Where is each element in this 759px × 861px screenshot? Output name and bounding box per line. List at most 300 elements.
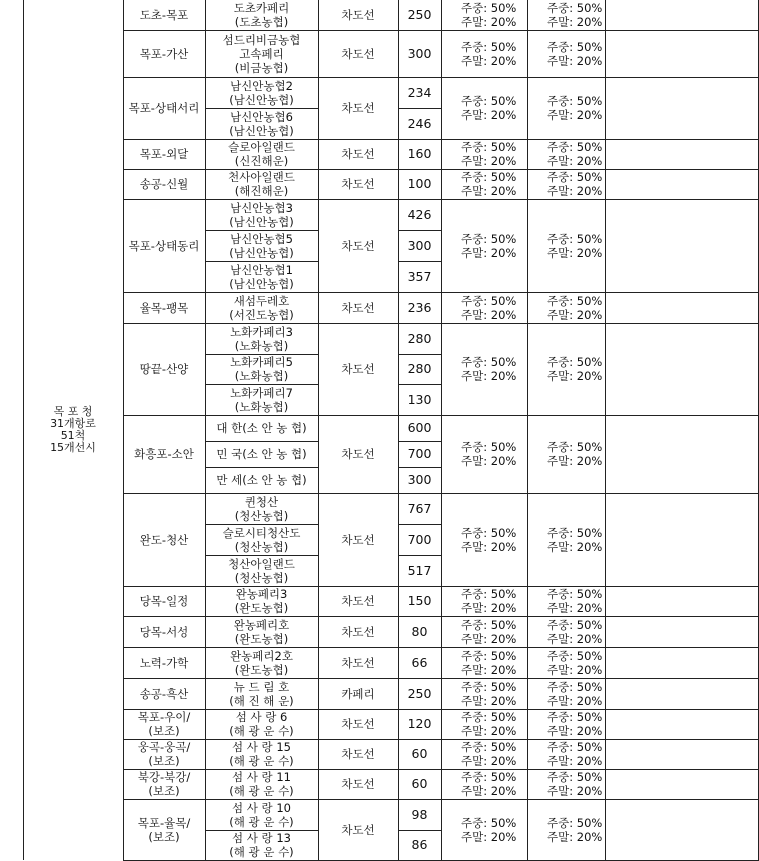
ship-name: (해 광 운 수) xyxy=(229,814,294,829)
table-rule xyxy=(205,830,319,831)
route-cell xyxy=(123,77,205,139)
capacity-cell xyxy=(398,415,441,441)
route-name: 율목-팽목 xyxy=(139,300,189,315)
ship-type-cell xyxy=(318,0,398,30)
ship-name: 뉴 드 림 호 xyxy=(233,679,290,694)
discount-cell-a xyxy=(441,139,527,169)
discount-rates xyxy=(527,526,602,554)
weekday-discount: 주중: 50% xyxy=(461,617,517,632)
capacity-cell xyxy=(398,709,441,739)
ship-name: (남신안농협) xyxy=(229,123,294,138)
ship-cell xyxy=(205,384,318,415)
weekend-discount: 주말: 20% xyxy=(547,829,603,844)
route-cell xyxy=(123,415,205,493)
capacity-value: 100 xyxy=(407,176,432,191)
region-label: 31개항로 xyxy=(50,417,96,430)
discount-cell-a xyxy=(441,30,527,77)
weekday-discount: 주중: 50% xyxy=(461,140,517,154)
capacity-cell xyxy=(398,139,441,169)
ship-type: 차도선 xyxy=(341,8,375,22)
table-rule xyxy=(398,555,442,556)
capacity-cell xyxy=(398,354,441,384)
discount-cell-a xyxy=(441,769,527,799)
discount-cell-a xyxy=(441,647,527,678)
discount-cell-a xyxy=(441,323,527,415)
discount-cell-b xyxy=(527,139,605,169)
capacity-cell xyxy=(398,441,441,467)
table-rule xyxy=(398,230,442,231)
discount-rates xyxy=(527,710,602,738)
capacity-value: 426 xyxy=(407,206,432,222)
weekday-discount: 주중: 50% xyxy=(461,710,517,724)
ship-name: (청산농협) xyxy=(234,508,289,523)
capacity-value: 60 xyxy=(411,776,428,791)
ship-type: 차도선 xyxy=(341,46,375,61)
weekend-discount: 주말: 20% xyxy=(547,662,603,677)
table-rule xyxy=(398,261,442,262)
ship-name: (해 광 운 수) xyxy=(229,845,294,859)
route-cell xyxy=(123,647,205,678)
discount-cell-a xyxy=(441,77,527,139)
ship-name: 노화카페리7 xyxy=(230,385,293,400)
weekend-discount: 주말: 20% xyxy=(547,184,603,198)
route-name: (보조) xyxy=(148,724,180,738)
ship-cell xyxy=(205,230,318,261)
discount-cell-a xyxy=(441,415,527,493)
ship-type-cell xyxy=(318,769,398,799)
weekday-discount: 주중: 50% xyxy=(461,293,517,308)
weekday-discount: 주중: 50% xyxy=(547,770,603,784)
capacity-cell xyxy=(398,830,441,860)
weekday-discount: 주중: 50% xyxy=(547,815,603,830)
capacity-value: 120 xyxy=(407,716,432,731)
weekend-discount: 주말: 20% xyxy=(461,784,517,798)
capacity-value: 250 xyxy=(407,7,432,22)
ship-type-cell xyxy=(318,586,398,616)
weekday-discount: 주중: 50% xyxy=(461,170,517,184)
ship-name: 남신안농협1 xyxy=(230,262,293,277)
capacity-cell xyxy=(398,323,441,354)
capacity-value: 767 xyxy=(407,500,432,516)
ship-cell xyxy=(205,292,318,323)
discount-rates xyxy=(441,710,516,738)
ship-cell xyxy=(205,524,318,555)
weekend-discount: 주말: 20% xyxy=(461,15,517,29)
weekday-discount: 주중: 50% xyxy=(461,94,517,108)
route-cell xyxy=(123,323,205,415)
route-name: 당목-서성 xyxy=(139,624,189,639)
ship-cell xyxy=(205,799,318,830)
ship-name: 청산아일랜드 xyxy=(228,556,295,571)
discount-cell-b xyxy=(527,769,605,799)
weekend-discount: 주말: 20% xyxy=(461,754,517,768)
route-cell xyxy=(123,739,205,769)
weekday-discount: 주중: 50% xyxy=(547,140,603,154)
weekend-discount: 주말: 20% xyxy=(547,53,603,68)
capacity-cell xyxy=(398,739,441,769)
discount-rates xyxy=(527,770,602,798)
ship-cell xyxy=(205,493,318,524)
route-name: 웅곡-웅곡/ xyxy=(137,740,191,754)
weekday-discount: 주중: 50% xyxy=(547,440,603,454)
ship-type-cell xyxy=(318,30,398,77)
ship-type: 차도선 xyxy=(341,300,375,315)
discount-rates xyxy=(527,618,602,646)
discount-cell-a xyxy=(441,0,527,30)
weekend-discount: 주말: 20% xyxy=(461,539,517,554)
capacity-value: 280 xyxy=(407,330,432,346)
discount-cell-b xyxy=(527,616,605,647)
discount-rates xyxy=(441,770,516,798)
table-rule xyxy=(205,108,319,109)
capacity-cell xyxy=(398,799,441,830)
discount-cell-a xyxy=(441,493,527,586)
weekend-discount: 주말: 20% xyxy=(461,307,517,322)
ship-type: 차도선 xyxy=(341,747,375,761)
ship-type-cell xyxy=(318,709,398,739)
discount-rates xyxy=(441,40,516,68)
weekend-discount: 주말: 20% xyxy=(547,784,603,798)
capacity-value: 700 xyxy=(407,531,432,547)
capacity-cell xyxy=(398,769,441,799)
route-cell xyxy=(123,616,205,647)
ship-name: 퀸청산 xyxy=(244,494,279,509)
weekday-discount: 주중: 50% xyxy=(547,587,603,601)
route-name: 도초-목포 xyxy=(139,8,189,22)
weekend-discount: 주말: 20% xyxy=(461,154,517,168)
capacity-value: 300 xyxy=(407,237,432,253)
weekend-discount: 주말: 20% xyxy=(461,53,517,68)
ship-type: 차도선 xyxy=(341,147,375,161)
capacity-cell xyxy=(398,292,441,323)
discount-cell-b xyxy=(527,493,605,586)
ship-cell xyxy=(205,467,318,493)
ship-cell xyxy=(205,647,318,678)
ship-cell xyxy=(205,769,318,799)
capacity-cell xyxy=(398,261,441,292)
route-cell xyxy=(123,678,205,709)
ship-type-cell xyxy=(318,799,398,860)
discount-rates xyxy=(441,294,516,322)
ship-name: 완농페리3 xyxy=(235,587,288,601)
route-name: 땅끝-산양 xyxy=(139,362,189,376)
discount-cell-b xyxy=(527,77,605,139)
weekend-discount: 주말: 20% xyxy=(547,631,603,646)
ship-name: 슬로시티청산도 xyxy=(222,525,301,540)
weekend-discount: 주말: 20% xyxy=(461,601,517,615)
ship-cell xyxy=(205,199,318,230)
ship-cell xyxy=(205,139,318,169)
weekday-discount: 주중: 50% xyxy=(461,231,517,246)
ship-name: 섬 사 랑 10 xyxy=(232,800,291,815)
capacity-value: 300 xyxy=(407,45,432,61)
discount-cell-b xyxy=(527,739,605,769)
weekend-discount: 주말: 20% xyxy=(547,307,603,322)
discount-rates xyxy=(441,740,516,768)
ship-name: 노화카페리3 xyxy=(230,324,293,339)
ship-type-cell xyxy=(318,739,398,769)
discount-cell-a xyxy=(441,199,527,292)
ship-name: (해 광 운 수) xyxy=(229,754,294,768)
ship-cell xyxy=(205,323,318,354)
ship-cell xyxy=(205,77,318,108)
route-name: 당목-일정 xyxy=(139,594,189,608)
capacity-cell xyxy=(398,586,441,616)
capacity-cell xyxy=(398,524,441,555)
region-cell xyxy=(23,0,123,860)
discount-cell-b xyxy=(527,30,605,77)
ship-name: (청산농협) xyxy=(234,539,289,554)
capacity-value: 280 xyxy=(407,361,432,376)
ship-name: (해 광 운 수) xyxy=(229,784,294,798)
weekend-discount: 주말: 20% xyxy=(547,693,603,708)
ship-type: 차도선 xyxy=(341,822,375,837)
capacity-value: 517 xyxy=(407,562,432,578)
weekend-discount: 주말: 20% xyxy=(461,369,517,383)
ship-name: (완도농협) xyxy=(234,631,289,646)
discount-rates xyxy=(527,355,602,383)
ship-cell xyxy=(205,739,318,769)
ship-type-cell xyxy=(318,139,398,169)
weekday-discount: 주중: 50% xyxy=(547,355,603,369)
discount-cell-b xyxy=(527,647,605,678)
ship-name: (완도농협) xyxy=(234,662,289,677)
table-rule xyxy=(205,354,319,355)
weekday-discount: 주중: 50% xyxy=(547,679,603,694)
discount-cell-a xyxy=(441,799,527,860)
table-rule xyxy=(398,830,442,831)
discount-rates xyxy=(527,1,602,29)
weekend-discount: 주말: 20% xyxy=(547,245,603,260)
ship-type-cell xyxy=(318,616,398,647)
weekday-discount: 주중: 50% xyxy=(547,170,603,184)
ship-name: 남신안농협5 xyxy=(230,231,293,246)
ship-name: 노화카페리5 xyxy=(230,355,293,369)
weekday-discount: 주중: 50% xyxy=(461,525,517,540)
capacity-cell xyxy=(398,230,441,261)
weekday-discount: 주중: 50% xyxy=(461,648,517,663)
weekend-discount: 주말: 20% xyxy=(547,154,603,168)
discount-cell-b xyxy=(527,678,605,709)
weekday-discount: 주중: 50% xyxy=(461,39,517,54)
route-name: 북강-북강/ xyxy=(137,770,191,784)
capacity-cell xyxy=(398,678,441,709)
capacity-value: 700 xyxy=(407,446,432,461)
discount-cell-b xyxy=(527,415,605,493)
ship-name: 슬로아일랜드 xyxy=(228,140,295,154)
route-name: 노력-가학 xyxy=(139,655,189,670)
weekend-discount: 주말: 20% xyxy=(547,601,603,615)
weekday-discount: 주중: 50% xyxy=(461,1,517,15)
ship-cell xyxy=(205,616,318,647)
ship-name: 섬 사 랑 13 xyxy=(232,831,291,845)
ship-type-cell xyxy=(318,77,398,139)
ship-name: (서진도농협) xyxy=(229,307,294,322)
discount-rates xyxy=(441,94,516,122)
ship-name: 섬 사 랑 11 xyxy=(232,770,291,784)
capacity-value: 98 xyxy=(411,806,428,822)
discount-cell-b xyxy=(527,709,605,739)
discount-rates xyxy=(527,294,602,322)
ship-name: 만 세(소 안 농 협) xyxy=(216,473,307,487)
ship-name: (노화농협) xyxy=(234,369,289,383)
discount-rates xyxy=(527,40,602,68)
ship-name: (해진해운) xyxy=(234,184,289,198)
weekday-discount: 주중: 50% xyxy=(547,39,603,54)
table-rule xyxy=(123,0,124,860)
capacity-cell xyxy=(398,77,441,108)
ship-cell xyxy=(205,415,318,441)
weekday-discount: 주중: 50% xyxy=(547,293,603,308)
weekday-discount: 주중: 50% xyxy=(547,740,603,754)
ship-type-cell xyxy=(318,647,398,678)
route-cell xyxy=(123,199,205,292)
capacity-cell xyxy=(398,108,441,139)
table-rule xyxy=(527,0,528,860)
capacity-cell xyxy=(398,647,441,678)
route-cell xyxy=(123,0,205,30)
ship-cell xyxy=(205,709,318,739)
discount-cell-b xyxy=(527,169,605,199)
ship-type-cell xyxy=(318,169,398,199)
capacity-value: 60 xyxy=(411,746,428,761)
ship-type: 차도선 xyxy=(341,447,375,461)
discount-rates xyxy=(441,170,516,198)
ship-type: 차도선 xyxy=(341,532,375,547)
route-name: (보조) xyxy=(148,784,180,798)
capacity-cell xyxy=(398,616,441,647)
capacity-value: 357 xyxy=(407,268,432,284)
ship-name: (남신안농협) xyxy=(229,214,294,229)
weekday-discount: 주중: 50% xyxy=(547,94,603,108)
ship-type-cell xyxy=(318,323,398,415)
ship-name: (남신안농협) xyxy=(229,276,294,291)
capacity-value: 600 xyxy=(407,420,432,435)
discount-rates xyxy=(527,94,602,122)
discount-rates xyxy=(441,440,516,468)
route-cell xyxy=(123,169,205,199)
discount-rates xyxy=(441,232,516,260)
ship-cell xyxy=(205,169,318,199)
capacity-value: 80 xyxy=(411,623,428,639)
weekday-discount: 주중: 50% xyxy=(547,710,603,724)
ship-name: 섬 사 랑 6 xyxy=(235,710,288,724)
weekday-discount: 주중: 50% xyxy=(461,740,517,754)
capacity-cell xyxy=(398,493,441,524)
discount-rates xyxy=(441,649,516,677)
ship-name: (완도농협) xyxy=(234,601,289,615)
table-rule xyxy=(23,0,24,860)
ship-cell xyxy=(205,586,318,616)
ship-type-cell xyxy=(318,678,398,709)
ship-cell xyxy=(205,830,318,860)
discount-rates xyxy=(527,740,602,768)
ship-name: 천사아일랜드 xyxy=(228,170,295,184)
ship-name: (해 광 운 수) xyxy=(229,724,294,738)
discount-cell-a xyxy=(441,616,527,647)
weekend-discount: 주말: 20% xyxy=(461,829,517,844)
route-name: 목포-우이/ xyxy=(137,710,191,724)
capacity-value: 246 xyxy=(407,115,432,131)
discount-rates xyxy=(527,440,602,468)
weekday-discount: 주중: 50% xyxy=(547,617,603,632)
ship-name: 대 한(소 안 농 협) xyxy=(216,421,307,435)
table-rule xyxy=(205,261,319,262)
ship-type: 차도선 xyxy=(341,777,375,791)
weekend-discount: 주말: 20% xyxy=(461,245,517,260)
region-label: 51척 xyxy=(60,429,86,442)
discount-cell-a xyxy=(441,678,527,709)
ship-type: 차도선 xyxy=(341,624,375,639)
weekday-discount: 주중: 50% xyxy=(461,587,517,601)
discount-rates xyxy=(441,816,516,844)
ship-name: (노화농협) xyxy=(234,338,289,353)
route-name: 목포-상태서리 xyxy=(128,101,200,115)
capacity-value: 66 xyxy=(411,654,428,670)
ship-name: 남신안농협6 xyxy=(230,109,293,124)
weekday-discount: 주중: 50% xyxy=(547,1,603,15)
discount-rates xyxy=(441,140,516,168)
ship-type: 차도선 xyxy=(341,717,375,731)
ship-name: 완농페리호 xyxy=(233,617,290,632)
ship-name: (청산농협) xyxy=(234,570,289,585)
weekend-discount: 주말: 20% xyxy=(547,539,603,554)
route-cell xyxy=(123,139,205,169)
discount-rates xyxy=(527,140,602,168)
weekend-discount: 주말: 20% xyxy=(547,15,603,29)
discount-rates xyxy=(441,526,516,554)
ship-type-cell xyxy=(318,493,398,586)
ship-name: (노화농협) xyxy=(234,399,289,414)
route-name: (보조) xyxy=(148,829,180,844)
weekend-discount: 주말: 20% xyxy=(461,662,517,677)
weekend-discount: 주말: 20% xyxy=(461,693,517,708)
route-name: (보조) xyxy=(148,754,180,768)
table-rule xyxy=(398,441,442,442)
route-name: 목포-상태동리 xyxy=(128,238,200,253)
discount-cell-b xyxy=(527,199,605,292)
route-name: 송공-신월 xyxy=(139,177,189,191)
ship-cell xyxy=(205,30,318,77)
table-rule xyxy=(205,384,319,385)
weekday-discount: 주중: 50% xyxy=(547,231,603,246)
ship-name: 민 국(소 안 농 협) xyxy=(216,447,307,461)
route-name: 완도-청산 xyxy=(139,532,189,547)
ship-name: (남신안농협) xyxy=(229,245,294,260)
discount-cell-a xyxy=(441,586,527,616)
discount-cell-a xyxy=(441,739,527,769)
discount-cell-b xyxy=(527,586,605,616)
route-cell xyxy=(123,769,205,799)
capacity-value: 130 xyxy=(407,391,432,407)
weekday-discount: 주중: 50% xyxy=(461,440,517,454)
ship-type: 차도선 xyxy=(341,101,375,115)
capacity-value: 150 xyxy=(407,593,432,608)
weekday-discount: 주중: 50% xyxy=(461,770,517,784)
discount-cell-a xyxy=(441,709,527,739)
weekend-discount: 주말: 20% xyxy=(547,724,603,738)
route-cell xyxy=(123,292,205,323)
ship-name: (남신안농협) xyxy=(229,92,294,107)
route-cell xyxy=(123,30,205,77)
capacity-value: 236 xyxy=(407,299,432,315)
ship-type-cell xyxy=(318,415,398,493)
discount-rates xyxy=(527,649,602,677)
table-rule xyxy=(205,467,319,468)
ship-type: 차도선 xyxy=(341,238,375,253)
discount-cell-b xyxy=(527,292,605,323)
capacity-value: 300 xyxy=(407,472,432,487)
